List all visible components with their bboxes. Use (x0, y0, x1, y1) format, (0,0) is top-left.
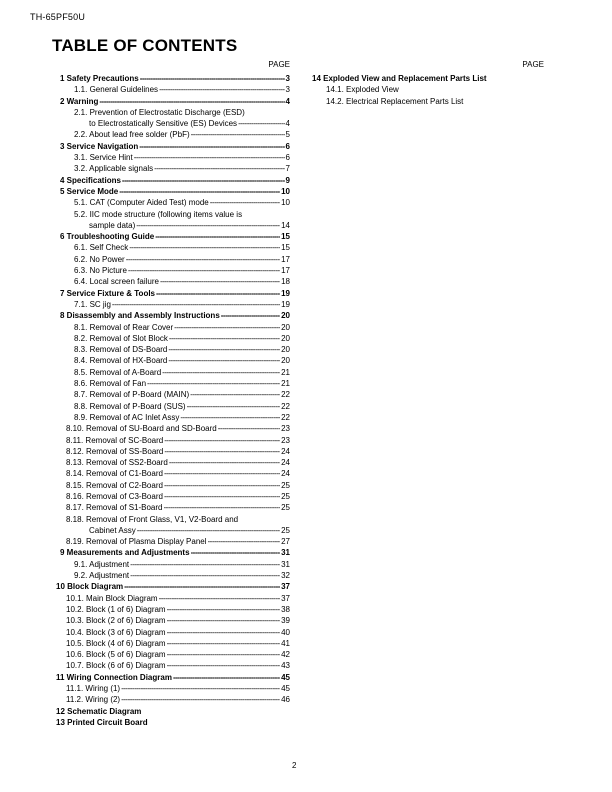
toc-entry-label: 8.12. Removal of SS-Board (66, 446, 164, 456)
toc-leader-dots (136, 220, 280, 231)
toc-entry-label: 6.2. No Power (74, 254, 125, 264)
toc-entry-label: 14 Exploded View and Replacement Parts List (312, 74, 487, 83)
toc-entry[interactable] (52, 175, 290, 186)
toc-entry[interactable] (52, 73, 290, 84)
toc-entry-page: 19 (281, 288, 290, 298)
toc-entry[interactable] (52, 299, 290, 310)
toc-entry-page: 20 (281, 333, 290, 343)
toc-right-column (312, 60, 544, 107)
toc-entry-label: 3.1. Service Hint (74, 153, 133, 163)
toc-leader-dots (168, 355, 280, 366)
toc-leader-dots (169, 333, 280, 344)
toc-entry-page: 14 (281, 220, 290, 230)
toc-entry[interactable] (52, 706, 290, 717)
toc-entry-page: 15 (281, 232, 290, 242)
toc-leader-dots (137, 525, 280, 536)
toc-leader-dots (159, 84, 284, 95)
toc-entry-label: 10.4. Block (3 of 6) Diagram (66, 627, 166, 637)
toc-leader-dots (190, 389, 280, 400)
toc-entry-label: Cabinet Assy (89, 525, 136, 535)
toc-entry-label: 8.11. Removal of SC-Board (66, 435, 164, 445)
toc-entry-page: 24 (281, 458, 290, 468)
toc-entry-page: 24 (281, 446, 290, 456)
toc-entry-page: 42 (281, 650, 290, 660)
toc-leader-dots (191, 129, 285, 140)
toc-entry-text[interactable]: 2.1. Prevention of Electrostatic Discharge (ESD) (74, 107, 245, 117)
toc-entry[interactable] (52, 627, 290, 638)
toc-entry-page: 4 (285, 96, 290, 106)
toc-entry-page: 6 (285, 153, 290, 163)
toc-entry-label: 8.15. Removal of C2-Board (66, 480, 163, 490)
toc-leader-dots (134, 152, 285, 163)
toc-entry[interactable] (52, 254, 290, 265)
toc-leader-dots (167, 604, 280, 615)
toc-entry-page: 22 (281, 390, 290, 400)
toc-entry-label: 5 Service Mode (60, 186, 119, 196)
document-model-header: TH-65PF50U (30, 12, 86, 22)
toc-entry-label: 7 Service Fixture & Tools (60, 288, 155, 298)
toc-entry[interactable] (52, 638, 290, 649)
toc-entry[interactable] (52, 242, 290, 253)
toc-entry-page: 41 (281, 638, 290, 648)
toc-entry[interactable] (52, 355, 290, 366)
toc-leader-dots (180, 412, 280, 423)
toc-entry[interactable] (52, 288, 290, 299)
toc-entry[interactable] (52, 141, 290, 152)
toc-entry[interactable] (52, 265, 290, 276)
toc-entry-label: 10.2. Block (1 of 6) Diagram (66, 604, 166, 614)
toc-entry-label: 8.8. Removal of P-Board (SUS) (74, 401, 186, 411)
toc-entry-page: 23 (281, 435, 290, 445)
toc-entry-page: 15 (281, 243, 290, 253)
toc-entry-page: 43 (281, 661, 290, 671)
toc-entry-page: 18 (281, 277, 290, 287)
toc-entry[interactable] (52, 480, 290, 491)
toc-entry[interactable] (52, 660, 290, 671)
toc-entry-label: 8.19. Removal of Plasma Display Panel (66, 537, 207, 547)
toc-entry[interactable] (52, 694, 290, 705)
toc-entry[interactable] (52, 649, 290, 660)
toc-leader-dots (164, 502, 281, 513)
toc-entry[interactable] (52, 446, 290, 457)
toc-entry[interactable] (52, 615, 290, 626)
toc-entry-label: sample data) (89, 220, 136, 230)
toc-entry[interactable] (52, 152, 290, 163)
toc-leader-dots (154, 163, 284, 174)
toc-entry-label: 8.2. Removal of Slot Block (74, 333, 168, 343)
toc-entry-label: 6 Troubleshooting Guide (60, 232, 155, 242)
toc-entry[interactable] (312, 73, 544, 84)
toc-entry-label: 8.6. Removal of Fan (74, 379, 147, 389)
toc-entry-page: 37 (281, 582, 290, 592)
toc-leader-dots (164, 435, 280, 446)
toc-entry-text[interactable]: 8.18. Removal of Front Glass, V1, V2-Board and (66, 514, 239, 524)
toc-list-left (52, 73, 290, 728)
toc-entry[interactable] (52, 389, 290, 400)
toc-entry-page: 25 (281, 491, 290, 501)
toc-entry[interactable] (52, 593, 290, 604)
toc-entry-page: 17 (281, 266, 290, 276)
toc-entry[interactable] (52, 310, 290, 321)
page-column-header: PAGE (268, 60, 290, 69)
toc-entry[interactable] (52, 276, 290, 287)
toc-entry-page: 25 (281, 525, 290, 535)
toc-entry-label: 8.10. Removal of SU-Board and SD-Board (66, 424, 217, 434)
toc-entry[interactable] (52, 401, 290, 412)
toc-entry[interactable] (312, 96, 544, 107)
toc-entry-label: 6.1. Self Check (74, 243, 129, 253)
toc-entry[interactable] (52, 581, 290, 592)
toc-entry-label: 8.1. Removal of Rear Cover (74, 322, 174, 332)
page-column-header: PAGE (522, 60, 544, 69)
toc-leader-dots (164, 468, 280, 479)
toc-leader-dots (160, 276, 280, 287)
toc-entry[interactable] (52, 457, 290, 468)
toc-entry-page: 45 (281, 672, 290, 682)
toc-entry-label: 3.2. Applicable signals (74, 164, 154, 174)
toc-entry[interactable] (52, 96, 290, 107)
toc-entry-page: 38 (281, 604, 290, 614)
toc-entry[interactable] (52, 129, 290, 140)
toc-entry-label: 8.13. Removal of SS2-Board (66, 458, 168, 468)
toc-entry-page: 5 (285, 130, 290, 140)
toc-entry-label: 14.1. Exploded View (326, 85, 399, 95)
toc-entry-label: 10.3. Block (2 of 6) Diagram (66, 616, 166, 626)
toc-entry-text[interactable]: 5.2. IIC mode structure (following items value is (74, 209, 243, 219)
toc-entry-page: 17 (281, 254, 290, 264)
toc-entry-page: 40 (281, 627, 290, 637)
toc-entry[interactable] (52, 231, 290, 242)
toc-leader-dots (121, 683, 280, 694)
toc-entry[interactable] (52, 468, 290, 479)
toc-entry[interactable] (52, 118, 290, 129)
toc-leader-dots (119, 186, 280, 197)
toc-entry-page: 4 (285, 119, 290, 129)
toc-entry-page: 3 (285, 74, 290, 83)
toc-leader-dots (210, 197, 280, 208)
toc-leader-dots (169, 457, 280, 468)
toc-leader-dots (173, 672, 280, 683)
toc-entry-label: 8.5. Removal of A-Board (74, 367, 162, 377)
toc-entry-label: 13 Printed Circuit Board (56, 717, 148, 727)
toc-entry-page: 6 (285, 141, 290, 151)
toc-entry-label: 12 Schematic Diagram (56, 706, 142, 716)
toc-leader-dots (124, 581, 280, 592)
toc-entry[interactable] (52, 322, 290, 333)
toc-leader-dots (191, 547, 281, 558)
toc-list-right (312, 73, 544, 107)
toc-leader-dots (147, 378, 280, 389)
toc-entry-page: 19 (281, 299, 290, 309)
toc-entry-label: 2.2. About lead free solder (PbF) (74, 130, 190, 140)
toc-entry-label: 10.6. Block (5 of 6) Diagram (66, 650, 166, 660)
toc-entry[interactable] (52, 559, 290, 570)
toc-entry[interactable] (52, 435, 290, 446)
toc-entry-page: 20 (281, 356, 290, 366)
toc-entry-page: 23 (281, 424, 290, 434)
toc-entry-page: 25 (281, 503, 290, 513)
toc-entry-page: 22 (281, 401, 290, 411)
toc-entry-label: 10.7. Block (6 of 6) Diagram (66, 661, 166, 671)
toc-leader-dots (99, 96, 284, 107)
toc-entry[interactable] (52, 220, 290, 231)
toc-entry-label: 9 Measurements and Adjustments (60, 548, 190, 558)
toc-leader-dots (130, 570, 280, 581)
toc-leader-dots (174, 322, 280, 333)
toc-entry-label: 8.16. Removal of C3-Board (66, 491, 163, 501)
toc-entry[interactable] (52, 333, 290, 344)
toc-entry-page: 31 (281, 548, 290, 558)
toc-entry-label: 8 Disassembly and Assembly Instructions (60, 311, 220, 321)
toc-entry-page: 20 (281, 311, 290, 321)
toc-left-column (52, 60, 290, 728)
toc-entry-page: 3 (285, 85, 290, 95)
toc-entry[interactable] (52, 547, 290, 558)
toc-entry[interactable] (52, 604, 290, 615)
toc-entry[interactable] (52, 525, 290, 536)
toc-entry-label: 11.2. Wiring (2) (66, 695, 121, 705)
toc-entry[interactable] (52, 186, 290, 197)
toc-leader-dots (167, 638, 280, 649)
toc-leader-dots (162, 367, 280, 378)
toc-entry-page: 32 (281, 571, 290, 581)
toc-leader-dots (164, 480, 280, 491)
toc-leader-dots (218, 423, 280, 434)
toc-entry-page: 10 (281, 186, 290, 196)
toc-entry-label: 8.3. Removal of DS-Board (74, 345, 168, 355)
toc-entry-page: 39 (281, 616, 290, 626)
toc-entry-label: 8.17. Removal of S1-Board (66, 503, 163, 513)
toc-entry-page: 20 (281, 322, 290, 332)
toc-leader-dots (208, 536, 281, 547)
toc-entry[interactable] (52, 378, 290, 389)
toc-leader-dots (238, 118, 284, 129)
toc-entry-label: 6.3. No Picture (74, 266, 127, 276)
toc-entry-label: to Electrostatically Sensitive (ES) Devices (89, 119, 238, 129)
toc-leader-dots (155, 231, 280, 242)
toc-entry-label: 10 Block Diagram (56, 582, 124, 592)
toc-entry-page: 46 (281, 695, 290, 705)
toc-entry-label: 11 Wiring Connection Diagram (56, 672, 172, 682)
toc-leader-dots (164, 446, 280, 457)
toc-leader-dots (139, 141, 284, 152)
toc-entry-label: 8.9. Removal of AC Inlet Assy (74, 412, 180, 422)
toc-leader-dots (167, 649, 280, 660)
toc-entry[interactable] (52, 197, 290, 208)
toc-entry-label: 10.1. Main Block Diagram (66, 593, 158, 603)
toc-entry[interactable] (52, 84, 290, 95)
toc-entry[interactable] (52, 683, 290, 694)
toc-entry-label: 9.1. Adjustment (74, 559, 130, 569)
toc-entry-label: 9.2. Adjustment (74, 571, 130, 581)
toc-leader-dots (140, 73, 285, 84)
toc-entry-label: 4 Specifications (60, 175, 121, 185)
toc-entry-label: 5.1. CAT (Computer Aided Test) mode (74, 198, 209, 208)
toc-entry-page: 20 (281, 345, 290, 355)
toc-leader-dots (121, 694, 280, 705)
toc-entry-page: 37 (281, 593, 290, 603)
toc-entry-label: 1 Safety Precautions (60, 74, 139, 83)
toc-leader-dots (221, 310, 280, 321)
toc-entry[interactable] (52, 491, 290, 502)
toc-entry-page: 10 (281, 198, 290, 208)
toc-entry[interactable] (312, 84, 544, 95)
toc-entry-label: 11.1. Wiring (1) (66, 684, 121, 694)
toc-entry-page: 7 (285, 164, 290, 174)
toc-entry-page: 22 (281, 412, 290, 422)
toc-entry-label: 8.7. Removal of P-Board (MAIN) (74, 390, 190, 400)
toc-entry-label: 8.14. Removal of C1-Board (66, 469, 163, 479)
toc-leader-dots (130, 559, 280, 570)
page-number: 2 (292, 761, 297, 770)
toc-leader-dots (167, 660, 280, 671)
toc-entry[interactable] (52, 502, 290, 513)
toc-entry[interactable] (52, 672, 290, 683)
toc-leader-dots (187, 401, 280, 412)
toc-entry-page: 9 (285, 175, 290, 185)
toc-entry-page: 31 (281, 559, 290, 569)
toc-entry[interactable] (52, 412, 290, 423)
toc-entry-page: 45 (281, 684, 290, 694)
toc-entry-label: 3 Service Navigation (60, 141, 139, 151)
toc-leader-dots (129, 242, 280, 253)
toc-leader-dots (168, 344, 280, 355)
toc-entry-page: 24 (281, 469, 290, 479)
toc-leader-dots (159, 593, 281, 604)
page-title: TABLE OF CONTENTS (52, 36, 238, 55)
toc-leader-dots (156, 288, 280, 299)
toc-entry[interactable] (52, 367, 290, 378)
toc-entry-label: 8.4. Removal of HX-Board (74, 356, 168, 366)
toc-entry-label: 7.1. SC jig (74, 299, 111, 309)
toc-entry[interactable] (52, 344, 290, 355)
toc-entry-page: 21 (281, 367, 290, 377)
toc-entry[interactable] (52, 423, 290, 434)
toc-leader-dots (164, 491, 280, 502)
toc-entry[interactable] (52, 536, 290, 547)
toc-entry-label: 10.5. Block (4 of 6) Diagram (66, 638, 166, 648)
toc-entry-page: 25 (281, 480, 290, 490)
toc-entry-label: 2 Warning (60, 96, 99, 106)
toc-leader-dots (128, 265, 280, 276)
toc-entry[interactable] (52, 570, 290, 581)
toc-entry-page: 21 (281, 379, 290, 389)
toc-leader-dots (167, 615, 280, 626)
toc-entry-page: 27 (281, 537, 290, 547)
toc-entry[interactable] (52, 163, 290, 174)
toc-leader-dots (112, 299, 280, 310)
toc-entry-label: 14.2. Electrical Replacement Parts List (326, 96, 464, 106)
toc-leader-dots (167, 627, 280, 638)
toc-entry-label: 1.1. General Guidelines (74, 85, 159, 95)
toc-leader-dots (126, 254, 280, 265)
toc-leader-dots (122, 175, 285, 186)
toc-entry-label: 6.4. Local screen failure (74, 277, 159, 287)
toc-entry[interactable] (52, 717, 290, 728)
